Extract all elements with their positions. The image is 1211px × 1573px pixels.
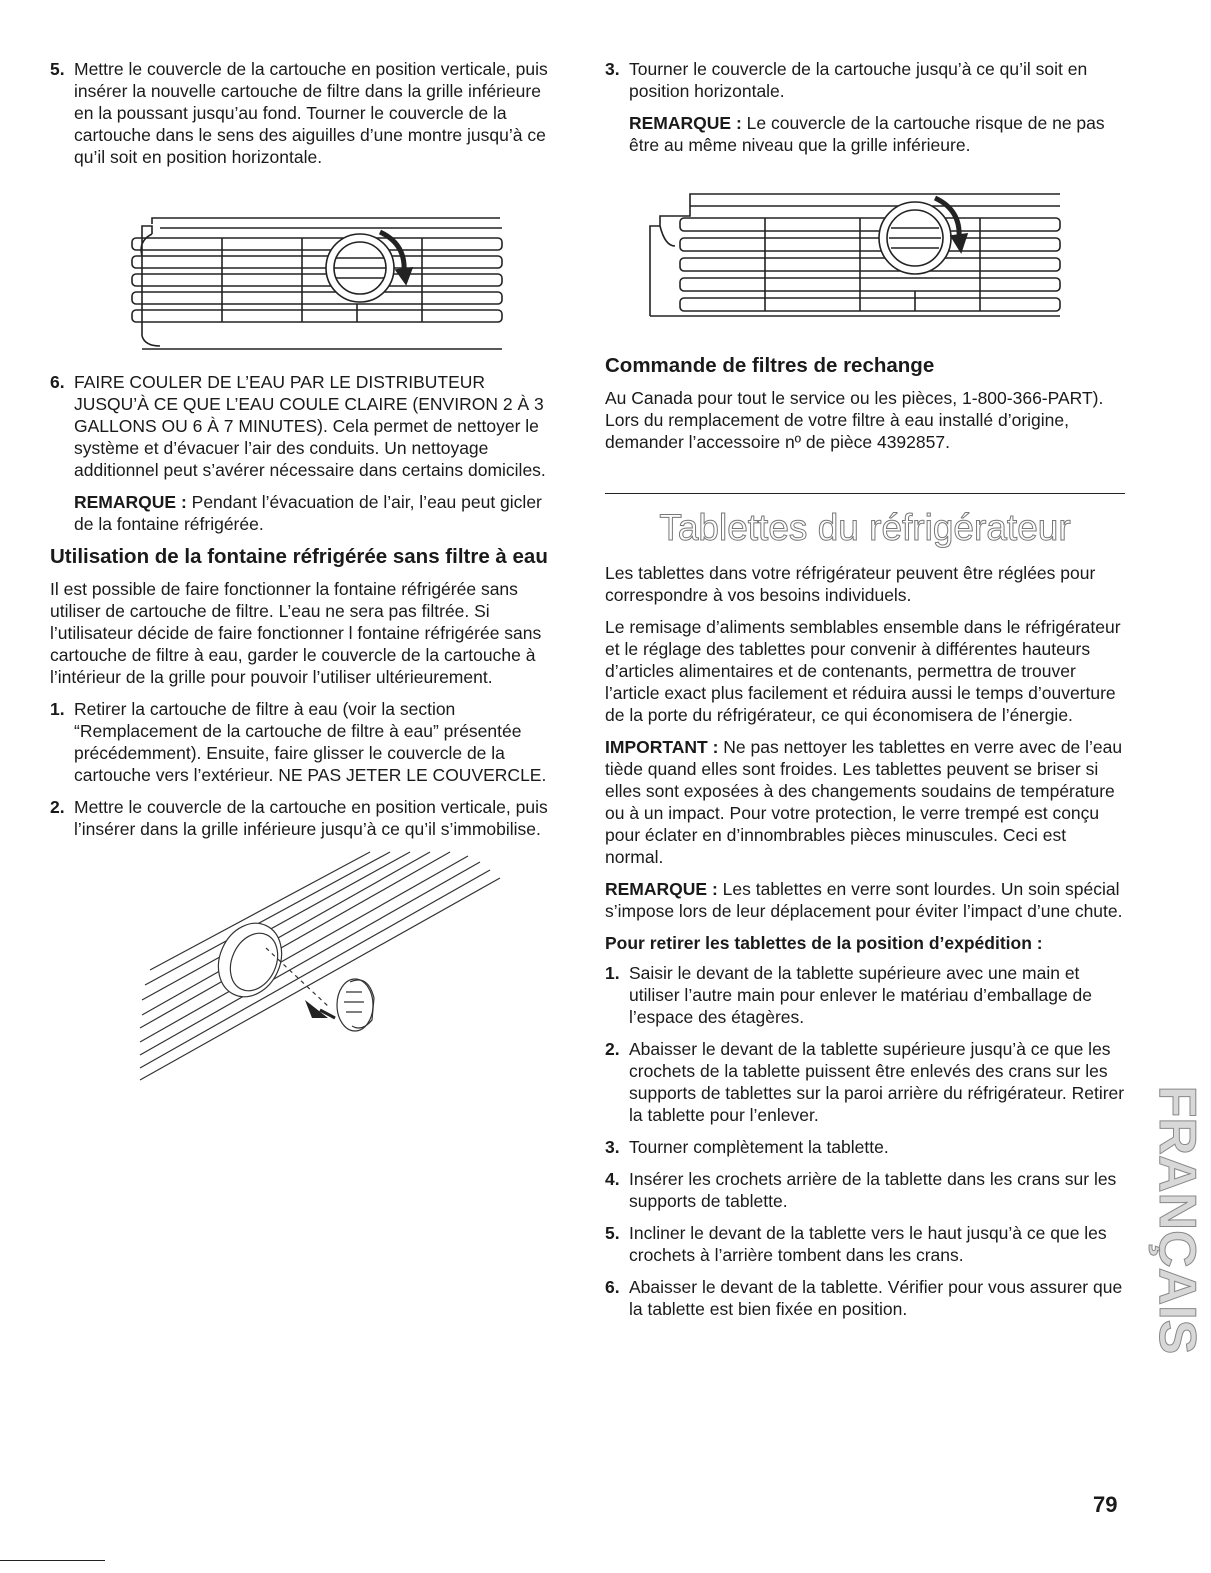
step-text: Abaisser le devant de la tablette supérieure jusqu’à ce que les crochets de la tablette puissent être enlevés des crans sur les supports de tablettes sur la paroi arrière du réfrigérateur. Retirer la tablette pour l’enlever.	[629, 1039, 1125, 1125]
left-column	[50, 58, 562, 1100]
step-number: 2.	[605, 1039, 620, 1059]
language-side-tab	[1138, 1070, 1208, 1370]
page-number: 79	[1093, 1492, 1118, 1517]
note-paragraph	[605, 878, 1125, 922]
list-item	[605, 1222, 1125, 1266]
cartridge-cap-insertion-figure	[50, 850, 562, 1100]
important-label: IMPORTANT :	[605, 737, 719, 757]
important-paragraph	[605, 736, 1125, 868]
section-title: Tablettes du réfrigérateur	[659, 507, 1071, 548]
step-2	[50, 796, 562, 840]
right-column	[605, 58, 1125, 1330]
grille-cartridge-figure	[50, 186, 562, 351]
step-number: 3.	[605, 1137, 620, 1157]
note-text: Pendant l’évacuation de l’air, l’eau peut gicler de la fontaine réfrigérée.	[74, 492, 542, 534]
section-heading: Utilisation de la fontaine réfrigérée sans filtre à eau	[50, 545, 548, 568]
step-text: Mettre le couvercle de la cartouche en position verticale, puis l’insérer dans la grille inférieure jusqu’à ce qu’il s’immobilise.	[74, 797, 548, 839]
step-text: Mettre le couvercle de la cartouche en position verticale, puis insérer la nouvelle cartouche de filtre dans la grille inférieure en la poussant jusqu’au fond. Tourner le couvercle de la cartouche dans le sens des aiguilles d’une montre jusqu’à ce qu’il soit en position horizontale.	[74, 59, 548, 167]
shelves-paragraph-2: Le remisage d’aliments semblables ensemble dans le réfrigérateur et le réglage des tablettes pour convenir à différentes hauteurs d’articles alimentaires et de contenants, permettra de trouver l’article exact plus facilement et réduira aussi le temps d’ouverture de la porte du réfrigérateur, ce qui économisera de l’énergie.	[605, 617, 1121, 725]
step-3	[605, 58, 1125, 102]
step-number: 1.	[50, 699, 65, 719]
step-text: Insérer les crochets arrière de la tablette dans les crans sur les supports de tablette.	[629, 1169, 1117, 1211]
step-text: Incliner le devant de la tablette vers le haut jusqu’à ce que les crochets à l’arrière tombent dans les crans.	[629, 1223, 1107, 1265]
intro-paragraph: Il est possible de faire fonctionner la fontaine réfrigérée sans utiliser de cartouche de filtre. L’eau ne sera pas filtrée. Si l’utilisateur décide de faire fonctionner l fontaine réfrigérée sans cartouche de filtre à eau, garder le couvercle de la cartouche à l’intérieur de la grille pour pouvoir l’utiliser ultérieurement.	[50, 579, 542, 687]
step-text: Tourner le couvercle de la cartouche jusqu’à ce qu’il soit en position horizontale.	[629, 59, 1088, 101]
step-number: 5.	[50, 59, 65, 79]
step-6	[50, 371, 562, 481]
note-text: Le couvercle de la cartouche risque de ne pas être au même niveau que la grille inférieure.	[629, 113, 1105, 155]
order-heading: Commande de filtres de rechange	[605, 354, 935, 377]
step-text: Abaisser le devant de la tablette. Vérifier pour vous assurer que la tablette est bien fixée en position.	[629, 1277, 1123, 1319]
step-number: 5.	[605, 1223, 620, 1243]
step-number: 6.	[605, 1277, 620, 1297]
step-number: 4.	[605, 1169, 620, 1189]
step-number: 3.	[605, 59, 620, 79]
note	[50, 491, 562, 535]
footer-rule	[0, 1560, 105, 1561]
list-item	[605, 962, 1125, 1028]
step-text: FAIRE COULER DE L’EAU PAR LE DISTRIBUTEUR JUSQU’À CE QUE L’EAU COULE CLAIRE (ENVIRON 2 À 3 GALLONS OU 6 À 7 MINUTES). Cela permet de nettoyer le système et d’évacuer l’air des conduits. Un nettoyage additionnel peut s’avérer nécessaire dans certains domiciles.	[74, 372, 546, 480]
note-label: REMARQUE :	[74, 492, 187, 512]
list-item	[605, 1276, 1125, 1320]
step-text: Saisir le devant de la tablette supérieure avec une main et utiliser l’autre main pour enlever le matériau d’emballage de l’espace des étagères.	[629, 963, 1093, 1027]
note-text: Les tablettes en verre sont lourdes. Un soin spécial s’impose lors de leur déplacement pour éviter l’impact d’une chute.	[605, 879, 1123, 921]
note-label: REMARQUE :	[605, 879, 718, 899]
step-number: 1.	[605, 963, 620, 983]
order-paragraph: Au Canada pour tout le service ou les pièces, 1-800-366-PART). Lors du remplacement de votre filtre à eau installé d’origine, demander l’accessoire nº de pièce 4392857.	[605, 388, 1104, 452]
note	[605, 112, 1125, 156]
shelves-paragraph-1: Les tablettes dans votre réfrigérateur peuvent être réglées pour correspondre à vos besoins individuels.	[605, 563, 1096, 605]
important-text: Ne pas nettoyer les tablettes en verre avec de l’eau tiède quand elles sont froides. Les tablettes peuvent se briser si elles sont exposées à des changements soudains de température ou à un impact. Pour votre protection, le verre trempé est conçu pour éclater en d’innombrables pièces minuscules. Ceci est normal.	[605, 737, 1123, 867]
list-item	[605, 1168, 1125, 1212]
note-label: REMARQUE :	[629, 113, 742, 133]
grille-cartridge-level-figure	[605, 176, 1125, 326]
list-item	[605, 1038, 1125, 1126]
step-text: Retirer la cartouche de filtre à eau (voir la section “Remplacement de la cartouche de filtre à eau” présentée précédemment). Ensuite, faire glisser le couvercle de la cartouche vers l’extérieur. NE PAS JETER LE COUVERCLE.	[74, 699, 547, 785]
list-item	[605, 1136, 1125, 1158]
step-1	[50, 698, 562, 786]
section-divider	[605, 493, 1125, 494]
step-number: 2.	[50, 797, 65, 817]
step-5	[50, 58, 562, 168]
procedure-subheading: Pour retirer les tablettes de la position d’expédition :	[605, 933, 1043, 953]
language-tab-label: FRANÇAIS	[1148, 1085, 1206, 1355]
step-text: Tourner complètement la tablette.	[629, 1137, 889, 1157]
step-number: 6.	[50, 372, 65, 392]
